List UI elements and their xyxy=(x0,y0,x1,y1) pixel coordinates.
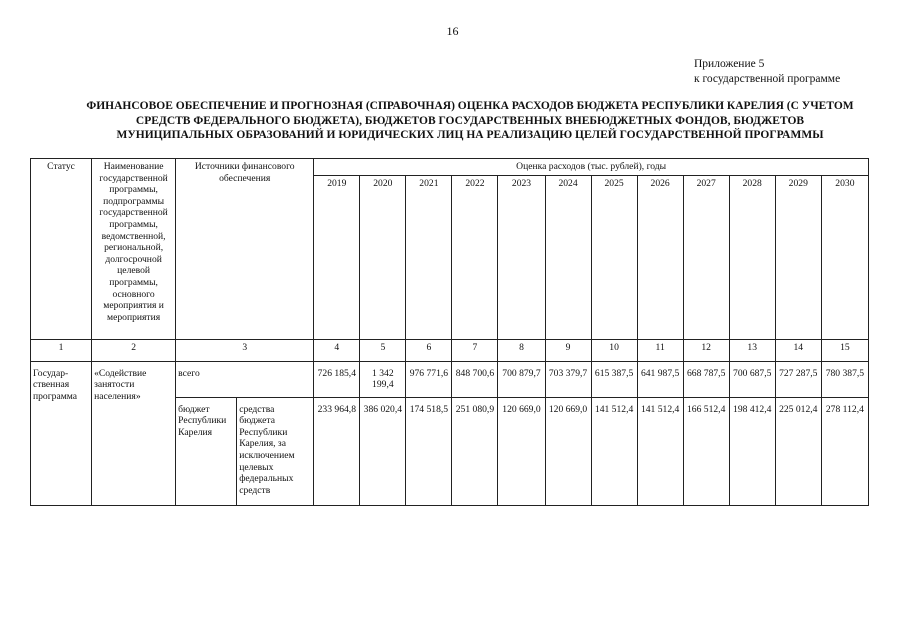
value-cell: 141 512,4 xyxy=(637,397,683,505)
year-cell: 2021 xyxy=(406,175,452,339)
year-cell: 2029 xyxy=(775,175,821,339)
header-name: Наименование государственной программы, подпрограммы государственной программы, ведомственной, региональной, долгосрочной целевой программы, основного мероприятия и мероприятия xyxy=(92,159,176,340)
col-number: 12 xyxy=(683,339,729,361)
col-number: 10 xyxy=(591,339,637,361)
value-cell: 976 771,6 xyxy=(406,361,452,397)
value-cell: 700 879,7 xyxy=(498,361,545,397)
value-cell: 141 512,4 xyxy=(591,397,637,505)
col-number: 14 xyxy=(775,339,821,361)
value-cell: 848 700,6 xyxy=(452,361,498,397)
budget-table xyxy=(30,158,869,506)
value-cell: 700 687,5 xyxy=(729,361,775,397)
program-name-cell: «Содействие занятости населения» xyxy=(92,361,176,505)
col-number: 8 xyxy=(498,339,545,361)
year-cell: 2026 xyxy=(637,175,683,339)
col-number: 2 xyxy=(92,339,176,361)
value-cell: 641 987,5 xyxy=(637,361,683,397)
header-row-1 xyxy=(31,159,869,176)
year-cell: 2030 xyxy=(821,175,868,339)
year-cell: 2020 xyxy=(360,175,406,339)
year-cell: 2024 xyxy=(545,175,591,339)
col-number: 6 xyxy=(406,339,452,361)
appendix-line-1: Приложение 5 xyxy=(694,58,765,70)
value-cell: 615 387,5 xyxy=(591,361,637,397)
appendix-note xyxy=(694,57,840,87)
value-cell: 386 020,4 xyxy=(360,397,406,505)
value-cell: 120 669,0 xyxy=(498,397,545,505)
value-cell: 198 412,4 xyxy=(729,397,775,505)
year-cell: 2022 xyxy=(452,175,498,339)
col-number: 13 xyxy=(729,339,775,361)
header-sources: Источники финансового обеспечения xyxy=(176,159,314,340)
col-number: 11 xyxy=(637,339,683,361)
page-number: 16 xyxy=(446,24,459,38)
appendix-line-2: к государственной программе xyxy=(694,73,841,85)
header-status: Статус xyxy=(31,159,92,340)
value-cell: 166 512,4 xyxy=(683,397,729,505)
column-number-row xyxy=(31,339,869,361)
value-cell: 668 787,5 xyxy=(683,361,729,397)
value-cell: 1 342 199,4 xyxy=(360,361,406,397)
value-cell: 726 185,4 xyxy=(314,361,360,397)
value-cell: 703 379,7 xyxy=(545,361,591,397)
value-cell: 120 669,0 xyxy=(545,397,591,505)
source-detail-cell: средства бюджета Республики Карелия, за исключением целевых федеральных средств xyxy=(237,397,314,505)
table-row xyxy=(31,361,869,397)
year-cell: 2027 xyxy=(683,175,729,339)
value-cell: 780 387,5 xyxy=(821,361,868,397)
year-cell: 2028 xyxy=(729,175,775,339)
document-title: ФИНАНСОВОЕ ОБЕСПЕЧЕНИЕ И ПРОГНОЗНАЯ (СПРАВОЧНАЯ) ОЦЕНКА РАСХОДОВ БЮДЖЕТА РЕСПУБЛИКИ КАРЕЛИЯ (С УЧЕТОМ СРЕДСТВ ФЕДЕРАЛЬНОГО БЮДЖЕТА), БЮДЖЕТОВ ГОСУДАРСТВЕННЫХ ВНЕБЮДЖЕТНЫХ ФОНДОВ, БЮДЖЕТОВ МУНИЦИПАЛЬНЫХ ОБРАЗОВАНИЙ И ЮРИДИЧЕСКИХ ЛИЦ НА РЕАЛИЗАЦИЮ ЦЕЛЕЙ ГОСУДАРСТВЕННОЙ ПРОГРАММЫ xyxy=(86,100,854,142)
status-cell: Государ-ственная программа xyxy=(31,361,92,505)
col-number: 4 xyxy=(314,339,360,361)
year-cell: 2019 xyxy=(314,175,360,339)
value-cell: 233 964,8 xyxy=(314,397,360,505)
value-cell: 278 112,4 xyxy=(821,397,868,505)
col-number: 7 xyxy=(452,339,498,361)
source-total-cell: всего xyxy=(176,361,314,397)
value-cell: 225 012,4 xyxy=(775,397,821,505)
value-cell: 251 080,9 xyxy=(452,397,498,505)
source-budget-cell: бюджет Республики Карелия xyxy=(176,397,237,505)
col-number: 3 xyxy=(176,339,314,361)
value-cell: 727 287,5 xyxy=(775,361,821,397)
col-number: 9 xyxy=(545,339,591,361)
col-number: 5 xyxy=(360,339,406,361)
header-estimate: Оценка расходов (тыс. рублей), годы xyxy=(314,159,869,176)
col-number: 1 xyxy=(31,339,92,361)
year-cell: 2023 xyxy=(498,175,545,339)
year-cell: 2025 xyxy=(591,175,637,339)
col-number: 15 xyxy=(821,339,868,361)
value-cell: 174 518,5 xyxy=(406,397,452,505)
